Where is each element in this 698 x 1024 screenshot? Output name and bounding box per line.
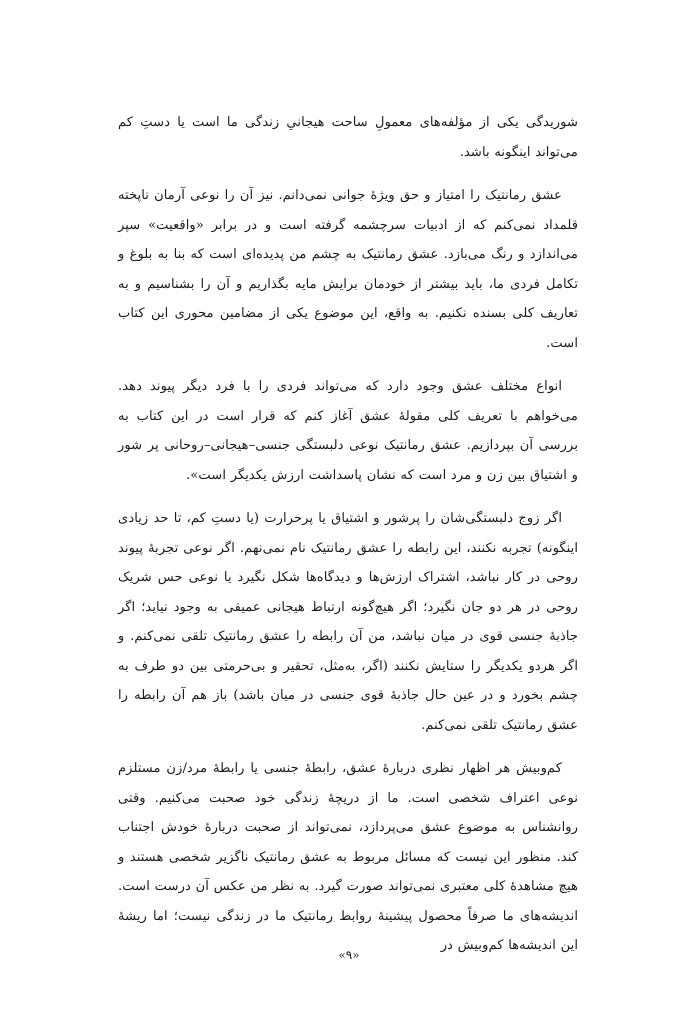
paragraph-2: عشق رمانتیک را امتیاز و حق ویژۀ جوانی نمی‌دانم. نیز آن را نوعی آرمان ناپخته قلمداد نمی‌کنم که از ادبیات سرچشمه گرفته است و در برابر «واقعیت» سپر می‌اندازد و رنگ می‌بازد. عشق رمانتیک به چشم من پدیده‌ای است که بنا به بلوغ و تکامل فردی ما، باید بیشتر از خودمان برایش مایه بگذاریم و آن را بشناسیم و به تعاریف کلی بسنده نکنیم. به واقع، این موضوع یکی از مضامین محوری این کتاب است. <box>118 188 578 351</box>
body-text <box>118 108 578 975</box>
paragraph-5: کم‌وبیش هر اظهار نظری دربارۀ عشق، رابطۀ جنسی یا رابطۀ مرد/زن مستلزم نوعی اعتراف شخصی است. ما از دریچۀ زندگی خود صحبت می‌کنیم. وقتی روانشناس به موضوع عشق می‌پردازد، نمی‌تواند از صحبت دربارۀ خودش اجتناب کند. منظور این نیست که مسائل مربوط به عشق رمانتیک ناگزیر شخصی هستند و هیچ مشاهدۀ کلی معتبری نمی‌تواند صورت گیرد. به نظر من عکس آن درست است. اندیشه‌های ما صرفاً محصول پیشینۀ روابط رمانتیک ما در زندگی نیست؛ اما ریشۀ این اندیشه‌ها کم‌وبیش در <box>118 761 578 953</box>
paragraph-4: اگر زوج دلبستگی‌شان را پرشور و اشتیاق یا پرحرارت (یا دستِ کم، تا حد زیادی اینگونه) تجربه نکنند، این رابطه را عشق رمانتیک نام نمی‌نهم. اگر نوعی تجربۀ پیوند روحی در کار نباشد، اشتراک ارزش‌ها و دیدگاه‌ها شکل نگیرد یا نوعی حس شریک روحی در هر دو جان نگیرد؛ اگر هیچ‌گونه ارتباط هیجانی عمیقی به وجود نیاید؛ اگر جاذبۀ جنسی قوی در میان نباشد، من آن رابطه را عشق رمانتیک تلقی نمی‌کنم. و اگر هردو یکدیگر را ستایش نکنند (اگر، به‌مثل، تحقیر و بی‌حرمتی بین دو طرف به چشم بخورد و در عین حال جاذبۀ قوی جنسی در میان باشد) باز هم آن رابطه را عشق رمانتیک تلقی نمی‌کنم. <box>118 511 578 733</box>
paragraph-1: شوریدگی یکی از مؤلفه‌های معمولِ ساحت هیجانیِ زندگی ما است یا دستِ کم می‌تواند اینگونه باشد. <box>118 115 578 160</box>
page-number: «۹» <box>338 948 360 962</box>
paragraph-3: انواع مختلف عشق وجود دارد که می‌تواند فردی را با فرد دیگر پیوند دهد. می‌خواهم با تعریف کلی مقولۀ عشق آغاز کنم که قرار است در این کتاب به بررسی آن بپردازیم. عشق رمانتیک نوعی دلبستگی جنسی–هیجانی–روحانی پر شور و اشتیاق بین زن و مرد است که نشان پاسداشت ارزش یکدیگر است». <box>118 379 578 483</box>
